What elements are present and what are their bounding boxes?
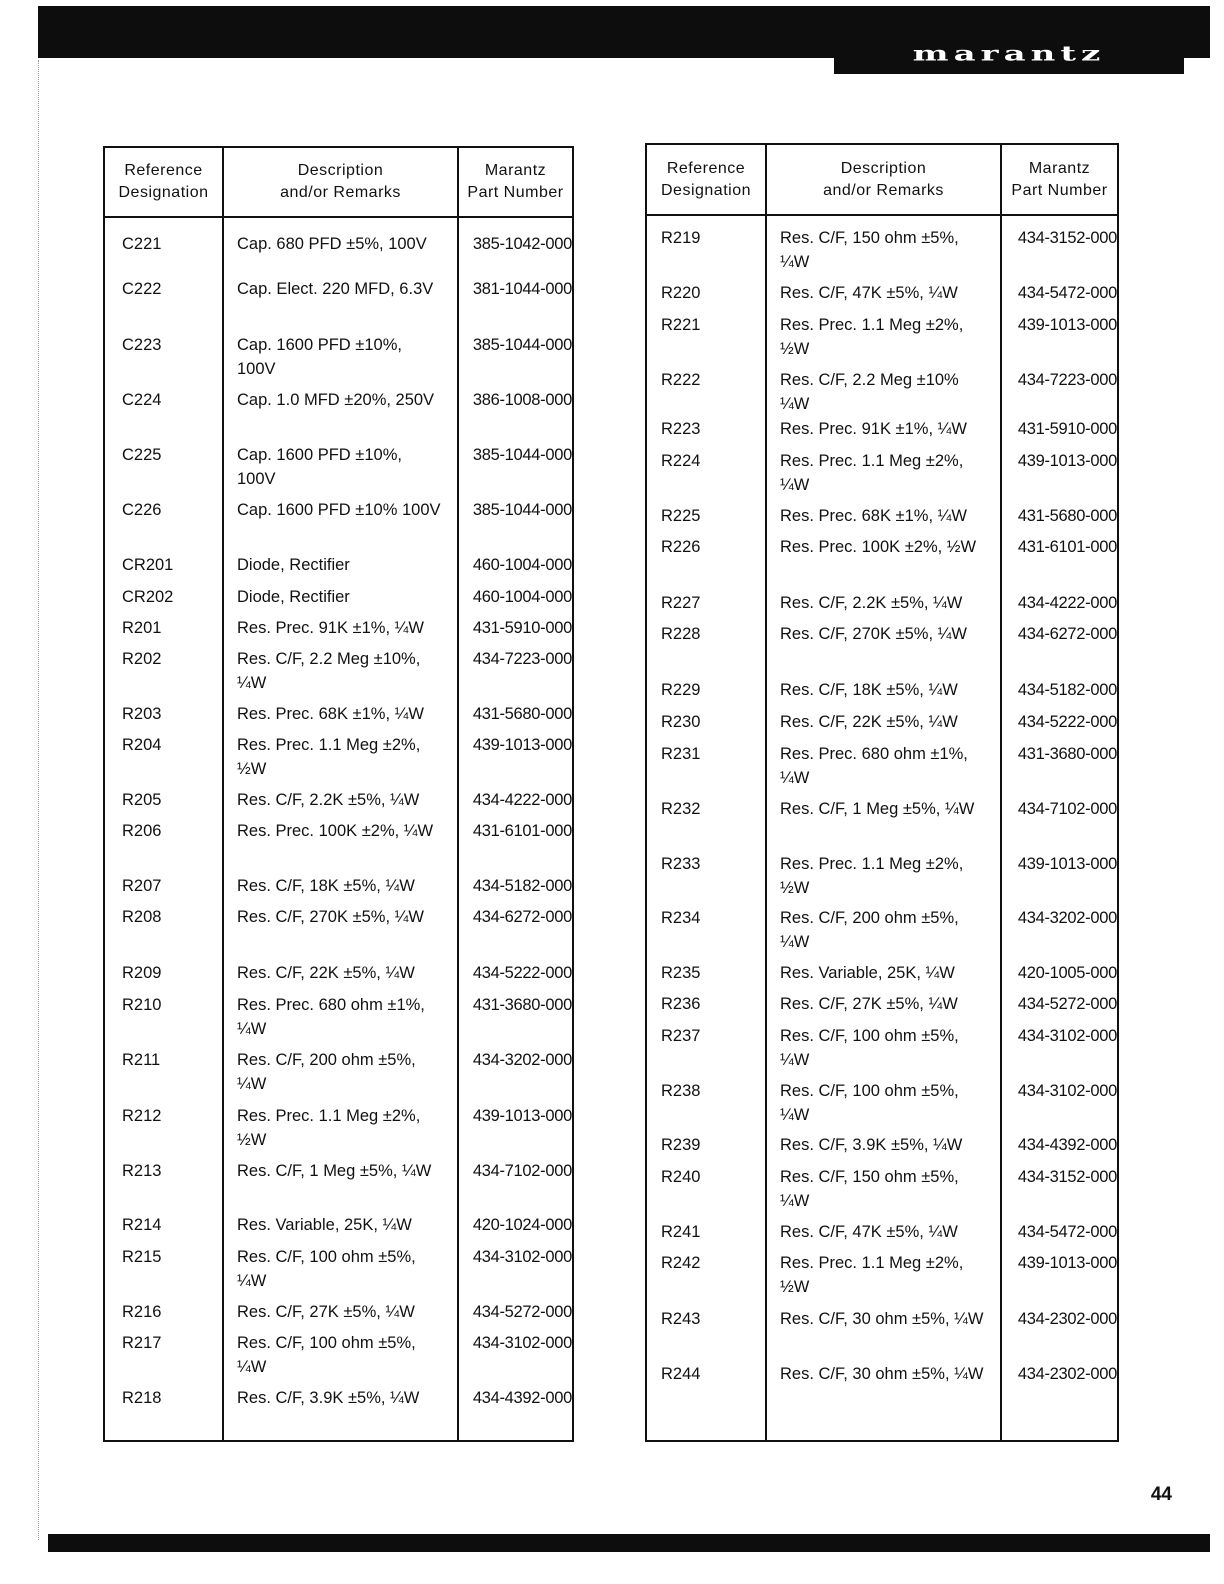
part-number-cell: 434-3202-000 [472, 1051, 572, 1069]
reference-cell: R221 [661, 316, 701, 334]
reference-cell: R230 [661, 713, 701, 731]
part-number-cell: 434-6272-000 [1017, 625, 1117, 643]
reference-cell: R224 [661, 452, 701, 470]
reference-cell: R217 [122, 1334, 162, 1352]
part-number-cell: 431-5680-000 [472, 705, 572, 723]
description-cell: Res. Prec. 1.1 Meg ±2%, ½W [237, 736, 421, 778]
reference-cell: R232 [661, 800, 701, 818]
part-number-cell: 434-7223-000 [472, 650, 572, 668]
part-number-cell: 434-7102-000 [472, 1162, 572, 1180]
description-cell: Res. Variable, 25K, ¼W [780, 964, 955, 982]
description-cell: Cap. 1600 PFD ±10%, 100V [237, 336, 402, 378]
description-cell: Res. C/F, 3.9K ±5%, ¼W [237, 1389, 420, 1407]
reference-cell: CR201 [122, 556, 174, 574]
description-cell: Res. C/F, 18K ±5%, ¼W [780, 681, 958, 699]
description-cell: Res. Prec. 100K ±2%, ¼W [237, 822, 434, 840]
reference-cell: R212 [122, 1107, 162, 1125]
description-cell: Res. C/F, 30 ohm ±5%, ¼W [780, 1365, 984, 1383]
reference-cell: R231 [661, 745, 701, 763]
reference-cell: C225 [122, 446, 162, 464]
parts-table-left [103, 146, 574, 1442]
description-cell: Res. Prec. 1.1 Meg ±2%, ¼W [780, 452, 964, 494]
part-number-cell: 431-3680-000 [1017, 745, 1117, 763]
part-number-cell: 434-5182-000 [472, 877, 572, 895]
reference-cell: R244 [661, 1365, 701, 1383]
description-cell: Res. C/F, 270K ±5%, ¼W [780, 625, 967, 643]
part-number-cell: 434-5472-000 [1017, 1223, 1117, 1241]
reference-cell: R235 [661, 964, 701, 982]
description-cell: Res. Prec. 1.1 Meg ±2%, ½W [780, 1254, 964, 1296]
reference-cell: R218 [122, 1389, 162, 1407]
part-number-cell: 460-1004-000 [472, 588, 572, 606]
description-cell: Res. C/F, 200 ohm ±5%, ¼W [237, 1051, 416, 1093]
reference-cell: R222 [661, 371, 701, 389]
part-number-cell: 434-6272-000 [472, 908, 572, 926]
description-cell: Res. C/F, 2.2 Meg ±10% ¼W [780, 371, 959, 413]
reference-cell: R214 [122, 1216, 162, 1234]
part-number-cell: 434-5272-000 [472, 1303, 572, 1321]
reference-cell: R239 [661, 1136, 701, 1154]
description-cell: Cap. 1.0 MFD ±20%, 250V [237, 391, 435, 409]
reference-cell: R238 [661, 1082, 701, 1100]
description-cell: Res. Prec. 1.1 Meg ±2%, ½W [780, 855, 964, 897]
part-number-cell: 434-5222-000 [472, 964, 572, 982]
reference-cell: R215 [122, 1248, 162, 1266]
description-cell: Res. C/F, 3.9K ±5%, ¼W [780, 1136, 963, 1154]
part-number-cell: 434-3202-000 [1017, 909, 1117, 927]
part-number-cell: 431-6101-000 [1017, 538, 1117, 556]
description-cell: Res. Prec. 100K ±2%, ½W [780, 538, 977, 556]
column-divider [222, 148, 224, 1440]
bottom-black-bar [48, 1534, 1210, 1552]
reference-cell: R211 [122, 1051, 161, 1069]
description-cell: Res. C/F, 200 ohm ±5%, ¼W [780, 909, 959, 951]
reference-cell: C222 [122, 280, 162, 298]
part-number-cell: 460-1004-000 [472, 556, 572, 574]
part-number-cell: 385-1044-000 [472, 336, 572, 354]
reference-cell: R225 [661, 507, 701, 525]
part-number-cell: 431-6101-000 [472, 822, 572, 840]
header-description: Description and/or Remarks [280, 162, 401, 201]
description-cell: Res. Prec. 1.1 Meg ±2%, ½W [780, 316, 964, 358]
part-number-cell: 439-1013-000 [472, 1107, 572, 1125]
part-number-cell: 434-4392-000 [1017, 1136, 1117, 1154]
part-number-cell: 434-3102-000 [1017, 1027, 1117, 1045]
reference-cell: CR202 [122, 588, 174, 606]
reference-cell: R237 [661, 1027, 701, 1045]
part-number-cell: 434-5182-000 [1017, 681, 1117, 699]
part-number-cell: 381-1044-000 [472, 280, 572, 298]
part-number-cell: 439-1013-000 [1017, 316, 1117, 334]
description-cell: Res. C/F, 22K ±5%, ¼W [780, 713, 958, 731]
description-cell: Res. Prec. 680 ohm ±1%, ¼W [237, 996, 425, 1038]
part-number-cell: 434-5222-000 [1017, 713, 1117, 731]
reference-cell: R226 [661, 538, 701, 556]
reference-cell: R205 [122, 791, 162, 809]
reference-cell: R228 [661, 625, 701, 643]
description-cell: Res. C/F, 100 ohm ±5%, ¼W [780, 1027, 959, 1069]
part-number-cell: 431-5680-000 [1017, 507, 1117, 525]
header-reference: Reference Designation [661, 159, 751, 199]
description-cell: Res. C/F, 22K ±5%, ¼W [237, 964, 415, 982]
reference-cell: R234 [661, 909, 701, 927]
description-cell: Res. C/F, 100 ohm ±5%, ¼W [780, 1082, 959, 1124]
part-number-cell: 431-3680-000 [472, 996, 572, 1014]
reference-cell: R208 [122, 908, 162, 926]
column-divider [457, 148, 459, 1440]
reference-cell: R201 [122, 619, 162, 637]
reference-cell: R202 [122, 650, 162, 668]
part-number-cell: 434-2302-000 [1017, 1365, 1117, 1383]
reference-cell: R216 [122, 1303, 162, 1321]
part-number-cell: 434-4222-000 [1017, 594, 1117, 612]
brand-logo-text: marantz [912, 42, 1106, 66]
reference-cell: R206 [122, 822, 162, 840]
parts-table-right [645, 143, 1119, 1442]
header-divider [105, 216, 572, 218]
part-number-cell: 434-7102-000 [1017, 800, 1117, 818]
description-cell: Res. C/F, 1 Meg ±5%, ¼W [780, 800, 975, 818]
reference-cell: R220 [661, 284, 701, 302]
header-description: Description and/or Remarks [823, 159, 944, 199]
description-cell: Res. Prec. 68K ±1%, ¼W [237, 705, 424, 723]
description-cell: Res. Prec. 91K ±1%, ¼W [780, 420, 967, 438]
description-cell: Res. C/F, 30 ohm ±5%, ¼W [780, 1310, 984, 1328]
description-cell: Res. Prec. 1.1 Meg ±2%, ½W [237, 1107, 421, 1149]
description-cell: Res. C/F, 270K ±5%, ¼W [237, 908, 424, 926]
description-cell: Cap. 1600 PFD ±10% 100V [237, 501, 441, 519]
description-cell: Diode, Rectifier [237, 588, 350, 606]
description-cell: Res. C/F, 2.2K ±5%, ¼W [237, 791, 420, 809]
reference-cell: R227 [661, 594, 701, 612]
part-number-cell: 434-2302-000 [1017, 1310, 1117, 1328]
description-cell: Res. Prec. 680 ohm ±1%, ¼W [780, 745, 968, 787]
part-number-cell: 434-4392-000 [472, 1389, 572, 1407]
column-divider [1000, 145, 1002, 1440]
reference-cell: R209 [122, 964, 162, 982]
reference-cell: R204 [122, 736, 162, 754]
part-number-cell: 434-5272-000 [1017, 995, 1117, 1013]
description-cell: Res. C/F, 27K ±5%, ¼W [780, 995, 958, 1013]
part-number-cell: 434-3102-000 [472, 1334, 572, 1352]
part-number-cell: 439-1013-000 [472, 736, 572, 754]
part-number-cell: 439-1013-000 [1017, 452, 1117, 470]
header-reference: Reference Designation [118, 162, 209, 201]
part-number-cell: 434-5472-000 [1017, 284, 1117, 302]
header-part-number: Marantz Part Number [467, 162, 564, 201]
brand-logo [834, 34, 1184, 74]
column-divider [765, 145, 767, 1440]
description-cell: Res. Variable, 25K, ¼W [237, 1216, 412, 1234]
part-number-cell: 434-3152-000 [1017, 229, 1117, 247]
part-number-cell: 439-1013-000 [1017, 1254, 1117, 1272]
part-number-cell: 420-1024-000 [472, 1216, 572, 1234]
part-number-cell: 431-5910-000 [472, 619, 572, 637]
part-number-cell: 431-5910-000 [1017, 420, 1117, 438]
description-cell: Cap. 680 PFD ±5%, 100V [237, 235, 427, 253]
part-number-cell: 439-1013-000 [1017, 855, 1117, 873]
reference-cell: R233 [661, 855, 701, 873]
part-number-cell: 420-1005-000 [1017, 964, 1117, 982]
description-cell: Res. C/F, 100 ohm ±5%, ¼W [237, 1334, 416, 1376]
reference-cell: R242 [661, 1254, 701, 1272]
reference-cell: R203 [122, 705, 162, 723]
description-cell: Res. C/F, 27K ±5%, ¼W [237, 1303, 415, 1321]
reference-cell: R207 [122, 877, 162, 895]
reference-cell: R219 [661, 229, 701, 247]
part-number-cell: 385-1044-000 [472, 446, 572, 464]
reference-cell: C226 [122, 501, 162, 519]
part-number-cell: 434-4222-000 [472, 791, 572, 809]
description-cell: Res. C/F, 2.2K ±5%, ¼W [780, 594, 963, 612]
reference-cell: R229 [661, 681, 701, 699]
description-cell: Res. C/F, 18K ±5%, ¼W [237, 877, 415, 895]
reference-cell: C223 [122, 336, 162, 354]
description-cell: Res. C/F, 100 ohm ±5%, ¼W [237, 1248, 416, 1290]
description-cell: Res. C/F, 2.2 Meg ±10%, ¼W [237, 650, 421, 692]
description-cell: Res. Prec. 91K ±1%, ¼W [237, 619, 424, 637]
page-number: 44 [1150, 1484, 1172, 1505]
part-number-cell: 385-1042-000 [472, 235, 572, 253]
part-number-cell: 434-3102-000 [1017, 1082, 1117, 1100]
header-divider [647, 214, 1117, 216]
part-number-cell: 434-3152-000 [1017, 1168, 1117, 1186]
description-cell: Res. C/F, 47K ±5%, ¼W [780, 1223, 958, 1241]
binding-edge [38, 60, 39, 1540]
description-cell: Res. C/F, 150 ohm ±5%, ¼W [780, 1168, 959, 1210]
description-cell: Res. C/F, 47K ±5%, ¼W [780, 284, 958, 302]
reference-cell: R223 [661, 420, 701, 438]
reference-cell: R236 [661, 995, 701, 1013]
reference-cell: R210 [122, 996, 162, 1014]
part-number-cell: 386-1008-000 [472, 391, 572, 409]
reference-cell: C224 [122, 391, 162, 409]
description-cell: Cap. Elect. 220 MFD, 6.3V [237, 280, 434, 298]
reference-cell: R240 [661, 1168, 701, 1186]
description-cell: Res. Prec. 68K ±1%, ¼W [780, 507, 967, 525]
part-number-cell: 434-7223-000 [1017, 371, 1117, 389]
description-cell: Res. C/F, 150 ohm ±5%, ¼W [780, 229, 959, 271]
part-number-cell: 434-3102-000 [472, 1248, 572, 1266]
description-cell: Diode, Rectifier [237, 556, 350, 574]
description-cell: Cap. 1600 PFD ±10%, 100V [237, 446, 402, 488]
part-number-cell: 385-1044-000 [472, 501, 572, 519]
reference-cell: R213 [122, 1162, 162, 1180]
reference-cell: R241 [661, 1223, 701, 1241]
header-part-number: Marantz Part Number [1011, 159, 1108, 199]
description-cell: Res. C/F, 1 Meg ±5%, ¼W [237, 1162, 432, 1180]
reference-cell: R243 [661, 1310, 701, 1328]
reference-cell: C221 [122, 235, 162, 253]
